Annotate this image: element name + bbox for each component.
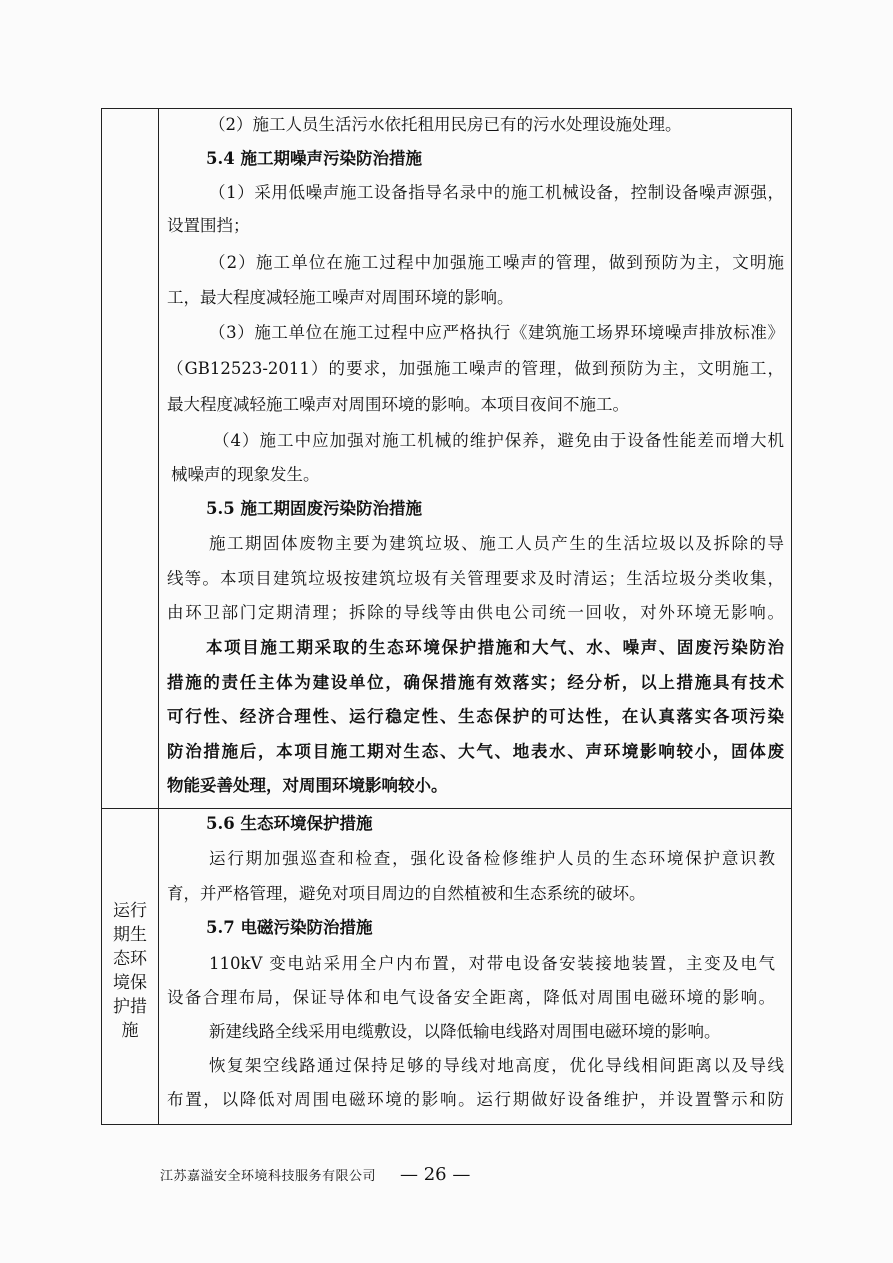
page-number: — 26 — <box>400 1164 471 1185</box>
side-label-line: 护措 <box>113 997 147 1017</box>
conclusion-text-line: 本项目施工期采取的生态环境保护措施和大气、水、噪声、固废污染防治 <box>206 638 784 657</box>
text-line: 线等。本项目建筑垃圾按建筑垃圾有关管理要求及时清运；生活垃圾分类收集， <box>167 569 784 588</box>
text-line: 育，并严格管理，避免对项目周边的自然植被和生态系统的破坏。 <box>167 884 646 903</box>
footer-company-name: 江苏嘉溢安全环境科技服务有限公司 <box>160 1169 377 1184</box>
text-line: 最大程度减轻施工噪声对周围环境的影响。本项目夜间不施工。 <box>167 395 629 414</box>
text-line: （4）施工中应加强对施工机械的维护保养，避免由于设备性能差而增大机 <box>213 431 784 450</box>
text-line: 械噪声的现象发生。 <box>171 465 320 484</box>
side-label-operation-period <box>102 899 158 1043</box>
text-line: 施工期固体废物主要为建筑垃圾、施工人员产生的生活垃圾以及拆除的导 <box>209 534 784 553</box>
text-line: （2）施工单位在施工过程中加强施工噪声的管理，做到预防为主，文明施 <box>209 253 784 272</box>
text-line: （1）采用低噪声施工设备指导名录中的施工机械设备，控制设备噪声源强， <box>209 183 784 202</box>
side-label-line: 运行 <box>113 901 147 921</box>
text-line: 设备合理布局，保证导体和电气设备安全距离，降低对周围电磁环境的影响。 <box>167 988 775 1007</box>
text-line: 设置围挡； <box>167 216 250 235</box>
text-line: 由环卫部门定期清理；拆除的导线等由供电公司统一回收，对外环境无影响。 <box>167 603 784 622</box>
section-heading-5-4: 5.4 施工期噪声污染防治措施 <box>206 149 422 168</box>
section-heading-5-6: 5.6 生态环境保护措施 <box>206 814 373 833</box>
side-label-line: 期生 <box>113 925 147 945</box>
conclusion-text-line: 可行性、经济合理性、运行稳定性、生态保护的可达性，在认真落实各项污染 <box>167 707 784 726</box>
text-line: （GB12523-2011）的要求，加强施工噪声的管理，做到预防为主，文明施工， <box>167 359 784 378</box>
section-heading-5-7: 5.7 电磁污染防治措施 <box>206 918 373 937</box>
section-heading-5-5: 5.5 施工期固废污染防治措施 <box>206 499 422 518</box>
column-divider <box>158 109 159 1124</box>
conclusion-text-line: 物能妥善处理，对周围环境影响较小。 <box>167 776 448 795</box>
text-line: 工，最大程度减轻施工噪声对周围环境的影响。 <box>167 288 514 307</box>
side-label-line: 施 <box>121 1021 139 1041</box>
conclusion-text-line: 防治措施后，本项目施工期对生态、大气、地表水、声环境影响较小，固体废 <box>167 742 784 761</box>
side-label-line: 境保 <box>113 973 147 993</box>
text-line: （2）施工人员生活污水依托租用民房已有的污水处理设施处理。 <box>209 115 682 134</box>
text-line: （3）施工单位在施工过程中应严格执行《建筑施工场界环境噪声排放标准》 <box>209 323 784 342</box>
text-line: 运行期加强巡查和检查，强化设备检修维护人员的生态环境保护意识教 <box>209 849 775 868</box>
row-divider <box>102 808 791 809</box>
text-line: 新建线路全线采用电缆敷设，以降低输电线路对周围电磁环境的影响。 <box>209 1022 721 1041</box>
text-line: 恢复架空线路通过保持足够的导线对地高度，优化导线相间距离以及导线 <box>209 1056 784 1075</box>
side-label-line: 态环 <box>113 949 147 969</box>
text-line: 110kV 变电站采用全户内布置，对带电设备安装接地装置，主变及电气 <box>209 954 775 973</box>
text-line: 布置，以降低对周围电磁环境的影响。运行期做好设备维护，并设置警示和防 <box>167 1090 784 1109</box>
conclusion-text-line: 措施的责任主体为建设单位，确保措施有效落实；经分析，以上措施具有技术 <box>167 673 784 692</box>
